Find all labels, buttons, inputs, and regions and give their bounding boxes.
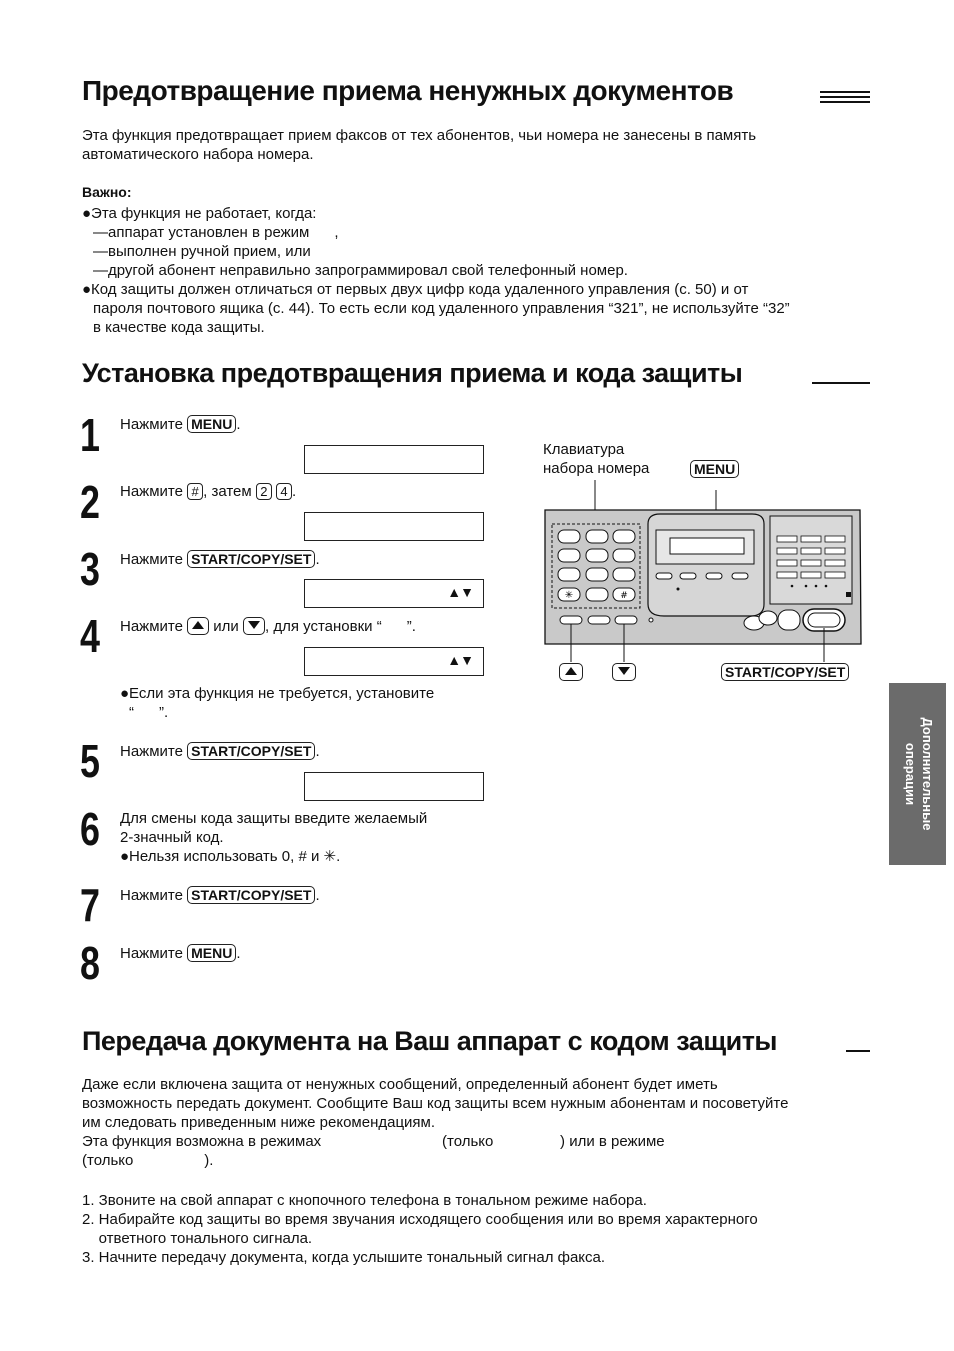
list-item: 2. Набирайте код защиты во время звучания исходящего сообщения или во время характерного xyxy=(82,1211,758,1228)
start-copy-set-key: START/COPY/SET xyxy=(187,742,315,760)
step-4-note: ●Если эта функция не требуется, установите “ ”. xyxy=(120,685,435,721)
list-item: ответного тонального сигнала. xyxy=(82,1230,313,1247)
lcd-display xyxy=(304,647,484,676)
step-number: 2 xyxy=(80,476,100,528)
start-copy-set-key: START/COPY/SET xyxy=(187,550,315,568)
title-rule xyxy=(812,382,870,384)
lcd-display xyxy=(304,772,484,801)
section2-title: Установка предотвращения приема и кода защиты xyxy=(82,358,743,388)
step-number: 6 xyxy=(80,803,100,855)
menu-key: MENU xyxy=(187,415,236,433)
start-copy-set-key: START/COPY/SET xyxy=(187,886,315,904)
title-rule xyxy=(820,96,870,98)
step-number: 1 xyxy=(80,409,100,461)
section3-list xyxy=(82,1191,758,1267)
lcd-display xyxy=(304,512,484,541)
section3-title: Передача документа на Ваш аппарат с кодом защиты xyxy=(82,1026,777,1056)
step-7-text: Нажмите START/COPY/SET . xyxy=(120,887,320,904)
title-rule xyxy=(846,1050,870,1052)
hash-key: # xyxy=(187,483,203,500)
side-tab: Дополнительные операции xyxy=(889,683,946,865)
list-item: 3. Начните передачу документа, когда услышите тональный сигнал факса. xyxy=(82,1249,606,1266)
step-2-text: Нажмите # , затем 2 4 . xyxy=(120,483,297,500)
menu-callout-label: MENU xyxy=(690,460,739,478)
step-number: 4 xyxy=(80,610,100,662)
digit-4-key: 4 xyxy=(276,483,292,500)
section1-title: Предотвращение приема ненужных документов xyxy=(82,75,734,106)
digit-2-key: 2 xyxy=(256,483,272,500)
up-down-arrows-icon: ▲▼ xyxy=(447,584,473,600)
step-5-text: Нажмите START/COPY/SET . xyxy=(120,743,320,760)
step-number: 8 xyxy=(80,937,100,989)
title-rule xyxy=(820,101,870,103)
step-1-text: Нажмите MENU . xyxy=(120,416,241,433)
step-4-text: Нажмите или , для установки “ ”. xyxy=(120,618,416,635)
step-8-text: Нажмите MENU . xyxy=(120,945,241,962)
hash-key-icon: # xyxy=(620,591,628,601)
fax-machine-diagram xyxy=(540,476,870,686)
step-number: 7 xyxy=(80,879,100,931)
step-3-text: Нажмите START/COPY/SET . xyxy=(120,551,320,568)
lcd-display xyxy=(304,579,484,608)
section3-paragraph: Даже если включена защита от ненужных сообщений, определенный абонент будет иметь возможность передать документ. Сообщите Ваш код защиты всем нужным абонентам и посоветуйте им следовать приведенным ниже рекомендациям. Эта функция возможна в режимах (только ) или в режиме (только ). xyxy=(82,1076,789,1169)
keypad-callout-label: Клавиатура набора номера xyxy=(543,441,650,477)
menu-key: MENU xyxy=(187,944,236,962)
important-notes: ●Эта функция не работает, когда: —аппарат установлен в режим , —выполнен ручной прием, или —другой абонент неправильно запрограммировал свой телефонный номер. ●Код защиты должен отличаться от первых двух цифр кода удаленного управления (с. 50) и от пароля почтового ящика (с. 44). То есть если код удаленного управления “321”, не используйте “32” в качестве кода защиты. xyxy=(82,205,790,336)
up-arrow-key-icon xyxy=(559,663,583,681)
important-label: Важно: xyxy=(82,184,132,200)
start-callout-label: START/COPY/SET xyxy=(721,663,849,681)
step-6-text: Для смены кода защиты введите желаемый 2-значный код. ●Нельзя использовать 0, # и ✳. xyxy=(120,810,428,865)
star-key-icon: ✳ xyxy=(564,590,574,601)
title-rule xyxy=(820,91,870,93)
up-key-icon xyxy=(187,617,209,635)
down-key-icon xyxy=(243,617,265,635)
up-down-arrows-icon: ▲▼ xyxy=(447,652,473,668)
list-item: 1. Звоните на свой аппарат с кнопочного телефона в тональном режиме набора. xyxy=(82,1192,647,1209)
step-number: 5 xyxy=(80,735,100,787)
down-arrow-key-icon xyxy=(612,663,636,681)
step-number: 3 xyxy=(80,543,100,595)
lcd-display xyxy=(304,445,484,474)
section1-intro: Эта функция предотвращает прием факсов от тех абонентов, чьи номера не занесены в память автоматического набора номера. xyxy=(82,127,757,163)
